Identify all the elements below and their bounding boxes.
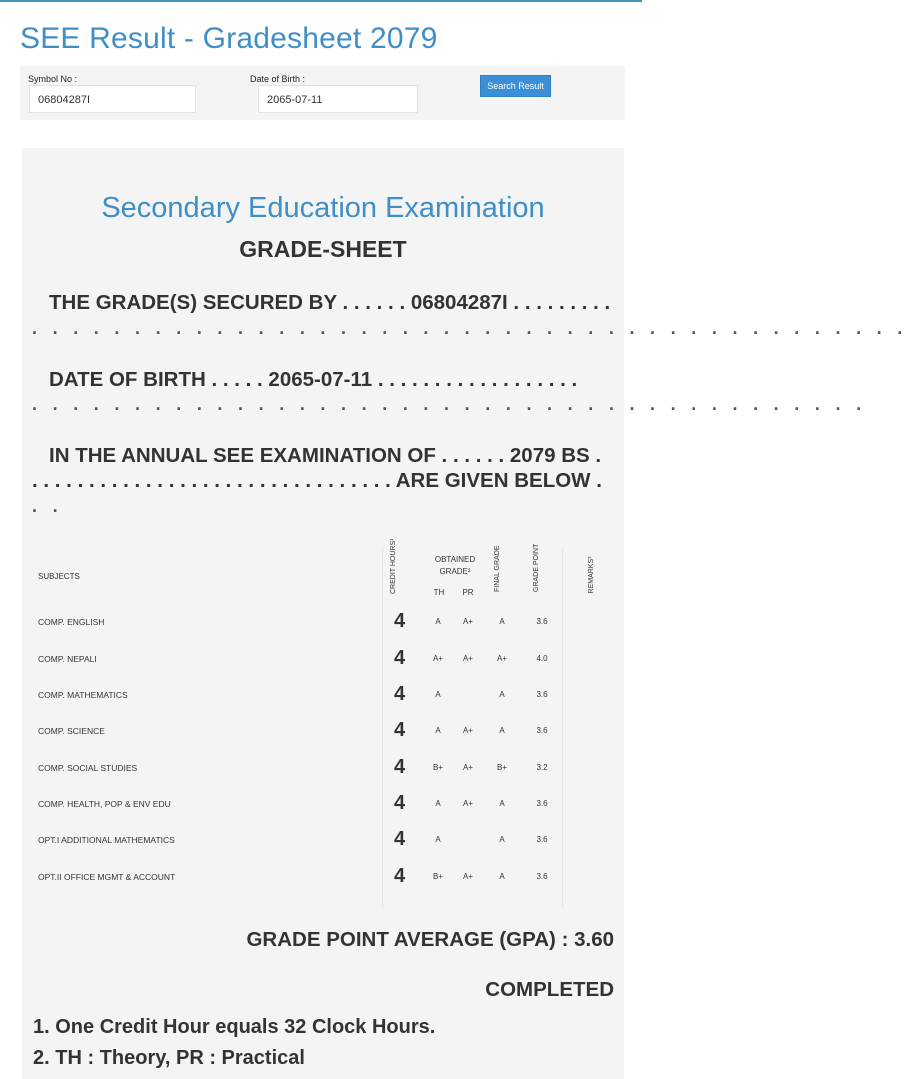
table-row xyxy=(22,751,624,787)
grade-point: 3.6 xyxy=(536,690,548,699)
practical-grade: A+ xyxy=(462,617,473,626)
theory-grade: A xyxy=(435,835,441,844)
footnote-credit-hour: 1. One Credit Hour equals 32 Clock Hours. xyxy=(33,1016,436,1038)
th-header: TH xyxy=(433,588,445,597)
credit-hours: 4 xyxy=(394,683,406,705)
pr-header: PR xyxy=(462,588,474,597)
final-grade: A xyxy=(499,835,505,844)
dotted-line-3: . . xyxy=(32,496,63,516)
subject-name: COMP. SCIENCE xyxy=(38,726,105,736)
dotted-line-2: . . . . . . . . . . . . . . . . . . . . . . . . . . . . . . . . . . . . . . . . . xyxy=(32,394,867,414)
top-accent-line xyxy=(0,0,642,2)
subject-name: COMP. SOCIAL STUDIES xyxy=(38,763,138,773)
table-row xyxy=(22,787,624,823)
page-title: SEE Result - Gradesheet 2079 xyxy=(20,22,438,55)
remarks-header: REMARKS³ xyxy=(588,556,595,594)
grade-point-header: GRADE POINT xyxy=(533,543,540,592)
final-grade-header: FINAL GRADE xyxy=(494,545,501,592)
table-row xyxy=(22,714,624,750)
grade-point: 3.6 xyxy=(536,617,548,626)
table-row xyxy=(22,823,624,859)
grade-point: 3.6 xyxy=(536,799,548,808)
grade-point: 3.6 xyxy=(536,835,548,844)
practical-grade: A+ xyxy=(462,763,473,772)
subject-name: COMP. MATHEMATICS xyxy=(38,690,128,700)
exam-line: IN THE ANNUAL SEE EXAMINATION OF . . . . . . 2079 BS . xyxy=(49,444,602,467)
subjects-header: SUBJECTS xyxy=(38,572,80,581)
theory-grade: A+ xyxy=(432,654,443,663)
secured-by-line: THE GRADE(S) SECURED BY . . . . . . 06804287I . . . . . . . . . xyxy=(49,291,611,314)
date-of-birth-input[interactable]: 2065-07-11 xyxy=(258,85,418,113)
credit-hours: 4 xyxy=(394,792,406,814)
theory-grade: B+ xyxy=(432,763,443,772)
symbol-number-input[interactable]: 06804287I xyxy=(29,85,196,113)
result-status: COMPLETED xyxy=(485,978,614,1001)
final-grade: A xyxy=(499,872,505,881)
credit-hours: 4 xyxy=(394,647,406,669)
theory-grade: A xyxy=(435,617,441,626)
date-of-birth-line: DATE OF BIRTH . . . . . 2065-07-11 . . . . . . . . . . . . . . . . . . xyxy=(49,368,578,391)
date-of-birth-label: Date of Birth : xyxy=(250,74,306,84)
practical-grade: A+ xyxy=(462,726,473,735)
grade-sheet-title: GRADE-SHEET xyxy=(239,236,407,262)
theory-grade: A xyxy=(435,799,441,808)
subject-name: COMP. ENGLISH xyxy=(38,617,105,627)
final-grade: A xyxy=(499,617,505,626)
final-grade: A xyxy=(499,690,505,699)
credit-hours: 4 xyxy=(394,828,406,850)
grade-point: 3.6 xyxy=(536,726,548,735)
table-row xyxy=(22,642,624,678)
final-grade: A xyxy=(499,799,505,808)
grade-point: 3.6 xyxy=(536,872,548,881)
credit-hours: 4 xyxy=(394,865,406,887)
practical-grade: A+ xyxy=(462,654,473,663)
practical-grade: A+ xyxy=(462,799,473,808)
subject-name: OPT.II OFFICE MGMT & ACCOUNT xyxy=(38,872,176,882)
search-result-button[interactable]: Search Result xyxy=(480,75,551,97)
given-below-line: . . . . . . . . . . . . . . . . . . . . . . . . . . . . . . . . ARE GIVEN BELOW . xyxy=(32,469,602,492)
final-grade: A+ xyxy=(496,654,507,663)
practical-grade: A+ xyxy=(462,872,473,881)
theory-grade: B+ xyxy=(432,872,443,881)
grade-point: 4.0 xyxy=(536,654,548,663)
subject-name: OPT.I ADDITIONAL MATHEMATICS xyxy=(38,835,175,845)
credit-hours: 4 xyxy=(394,719,406,741)
footnote-th-pr: 2. TH : Theory, PR : Practical xyxy=(33,1047,305,1069)
exam-title: Secondary Education Examination xyxy=(101,192,545,224)
credit-hours: 4 xyxy=(394,610,406,632)
symbol-number-label: Symbol No : xyxy=(28,74,78,84)
table-row xyxy=(22,860,624,896)
subject-name: COMP. HEALTH, POP & ENV EDU xyxy=(38,799,171,809)
table-row xyxy=(22,678,624,714)
credit-hours: 4 xyxy=(394,756,406,778)
credit-hours-header: CREDIT HOURS¹ xyxy=(390,538,397,594)
grade-point: 3.2 xyxy=(536,763,548,772)
final-grade: B+ xyxy=(496,763,507,772)
dotted-line-1: . . . . . . . . . . . . . . . . . . . . . . . . . . . . . . . . . . . . . . . . . . . xyxy=(32,318,908,338)
obtained-grade-header: OBTAINED GRADE² xyxy=(434,555,476,576)
gpa-line: GRADE POINT AVERAGE (GPA) : 3.60 xyxy=(246,928,614,951)
table-row xyxy=(22,605,624,641)
theory-grade: A xyxy=(435,690,441,699)
theory-grade: A xyxy=(435,726,441,735)
grade-sheet xyxy=(22,148,908,1079)
subject-name: COMP. NEPALI xyxy=(38,654,97,664)
final-grade: A xyxy=(499,726,505,735)
